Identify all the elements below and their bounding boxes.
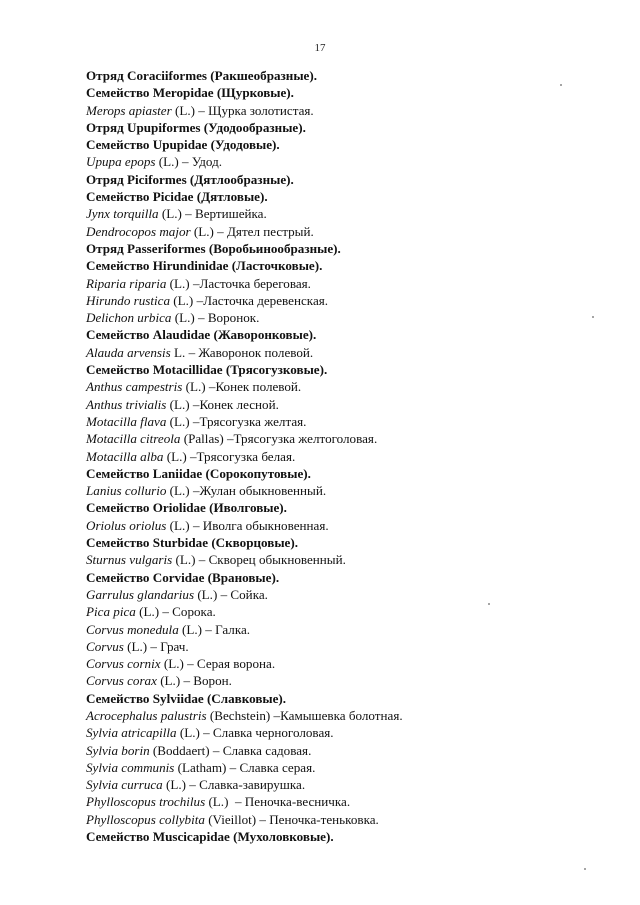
species-line: [86, 396, 606, 413]
order-heading: Отряд Piciformes (Дятлообразные).: [86, 171, 294, 187]
order-heading: Отряд Upupiformes (Удодообразные).: [86, 119, 306, 135]
latin-name: Corvus: [86, 638, 124, 654]
latin-name: Dendrocopos major: [86, 223, 191, 239]
latin-name: Sylvia borin: [86, 742, 150, 758]
family-heading: Семейство Meropidae (Щурковые).: [86, 85, 294, 101]
species-line: [86, 621, 606, 638]
latin-name: Upupa epops: [86, 154, 156, 170]
common-name: (L.) – Славка-завирушка.: [162, 777, 306, 793]
common-name: (L.) –Трясогузка белая.: [163, 448, 296, 464]
latin-name: Motacilla citreola: [86, 431, 181, 447]
latin-name: Corvus corax: [86, 673, 157, 689]
common-name: (L.) – Славка черноголовая.: [176, 725, 334, 741]
family-heading: Семейство Alaudidae (Жаворонковые).: [86, 327, 317, 343]
scan-speck: [584, 868, 586, 870]
family-heading: Семейство Muscicapidae (Мухоловковые).: [86, 829, 334, 845]
latin-name: Sylvia curruca: [86, 777, 163, 793]
common-name: (L.) –Ласточка деревенская.: [170, 292, 329, 308]
order-heading: Отряд Passeriformes (Воробьинообразные).: [86, 240, 341, 256]
species-line: [86, 430, 606, 447]
common-name: (L.) –Конек лесной.: [166, 396, 279, 412]
species-line: [86, 378, 606, 395]
latin-name: Jynx torquilla: [86, 206, 159, 222]
common-name: (L.) – Сойка.: [194, 586, 268, 602]
common-name: (Pallas) –Трясогузка желтоголовая.: [180, 431, 378, 447]
common-name: (Latham) – Славка серая.: [174, 759, 316, 775]
common-name: (L.) – Скворец обыкновенный.: [172, 552, 346, 568]
species-line: [86, 672, 606, 689]
species-line: [86, 638, 606, 655]
family-heading: Семейство Picidae (Дятловые).: [86, 189, 268, 205]
family-heading: Семейство Oriolidae (Иволговые).: [86, 500, 287, 516]
latin-name: Alauda arvensis: [86, 344, 171, 360]
scan-speck: [560, 84, 562, 86]
species-line: [86, 811, 606, 828]
scan-speck: [592, 316, 594, 318]
species-line: [86, 724, 606, 741]
latin-name: Motacilla alba: [86, 448, 164, 464]
species-line: [86, 517, 606, 534]
common-name: (L.) –Жулан обыкновенный.: [166, 483, 327, 499]
latin-name: Phylloscopus trochilus: [86, 794, 206, 810]
latin-name: Riparia riparia: [86, 275, 167, 291]
common-name: (L.) – Сорока.: [135, 604, 216, 620]
common-name: (Vieillot) – Пеночка-теньковка.: [204, 811, 379, 827]
species-line: [86, 344, 606, 361]
latin-name: Anthus trivialis: [86, 396, 167, 412]
common-name: (L.) – Вертишейка.: [158, 206, 267, 222]
common-name: (L.) – Щурка золотистая.: [171, 102, 314, 118]
species-list: [86, 67, 606, 845]
family-heading: Семейство Corvidae (Врановые).: [86, 569, 280, 585]
species-line: [86, 309, 606, 326]
species-line: [86, 482, 606, 499]
family-heading: Семейство Sylviidae (Славковые).: [86, 690, 287, 706]
species-line: [86, 223, 606, 240]
common-name: (L.) – Ворон.: [156, 673, 232, 689]
common-name: (L.) – Удод.: [155, 154, 223, 170]
species-line: [86, 205, 606, 222]
latin-name: Anthus campestris: [86, 379, 183, 395]
family-heading: Семейство Motacillidae (Трясогузковые).: [86, 362, 328, 378]
family-heading: Семейство Hirundinidae (Ласточковые).: [86, 258, 323, 274]
common-name: (L.) – Воронок.: [171, 310, 260, 326]
common-name: (Boddaert) – Славка садовая.: [149, 742, 312, 758]
species-line: [86, 292, 606, 309]
species-line: [86, 793, 606, 810]
species-line: [86, 603, 606, 620]
latin-name: Merops apiaster: [86, 102, 172, 118]
common-name: (Bechstein) –Камышевка болотная.: [206, 707, 403, 723]
latin-name: Lanius collurio: [86, 483, 167, 499]
latin-name: Hirundo rustica: [86, 292, 171, 308]
common-name: (L.) –Трясогузка желтая.: [166, 413, 307, 429]
species-line: [86, 742, 606, 759]
family-heading: Семейство Upupidae (Удодовые).: [86, 137, 280, 153]
species-line: [86, 413, 606, 430]
scan-speck: [488, 603, 490, 605]
common-name: (L.) – Дятел пестрый.: [190, 223, 314, 239]
latin-name: Corvus monedula: [86, 621, 179, 637]
common-name: (L.) – Галка.: [178, 621, 251, 637]
common-name: (L.) – Иволга обыкновенная.: [166, 517, 329, 533]
latin-name: Acrocephalus palustris: [86, 707, 207, 723]
species-line: [86, 776, 606, 793]
latin-name: Sylvia communis: [86, 759, 175, 775]
family-heading: Семейство Sturbidae (Скворцовые).: [86, 535, 298, 551]
latin-name: Corvus cornix: [86, 656, 161, 672]
species-line: [86, 759, 606, 776]
species-line: [86, 707, 606, 724]
species-line: [86, 655, 606, 672]
species-line: [86, 275, 606, 292]
family-heading: Семейство Laniidae (Сорокопутовые).: [86, 465, 311, 481]
latin-name: Sylvia atricapilla: [86, 725, 177, 741]
latin-name: Garrulus glandarius: [86, 586, 195, 602]
latin-name: Sturnus vulgaris: [86, 552, 173, 568]
common-name: (L.) –Ласточка береговая.: [166, 275, 311, 291]
species-line: [86, 102, 606, 119]
latin-name: Phylloscopus collybita: [86, 811, 205, 827]
common-name: (L.) –Конек полевой.: [182, 379, 302, 395]
latin-name: Pica pica: [86, 604, 136, 620]
common-name: (L.) – Серая ворона.: [160, 656, 276, 672]
common-name: (L.) – Грач.: [123, 638, 189, 654]
species-line: [86, 586, 606, 603]
latin-name: Delichon urbica: [86, 310, 172, 326]
order-heading: Отряд Coraciiformes (Ракшеобразные).: [86, 68, 318, 83]
latin-name: Motacilla flava: [86, 413, 167, 429]
species-line: [86, 448, 606, 465]
common-name: (L.) – Пеночка-весничка.: [205, 794, 351, 810]
species-line: [86, 153, 606, 170]
latin-name: Oriolus oriolus: [86, 517, 167, 533]
common-name: L. – Жаворонок полевой.: [170, 344, 314, 360]
page-number: 17: [314, 42, 326, 54]
species-line: [86, 551, 606, 568]
